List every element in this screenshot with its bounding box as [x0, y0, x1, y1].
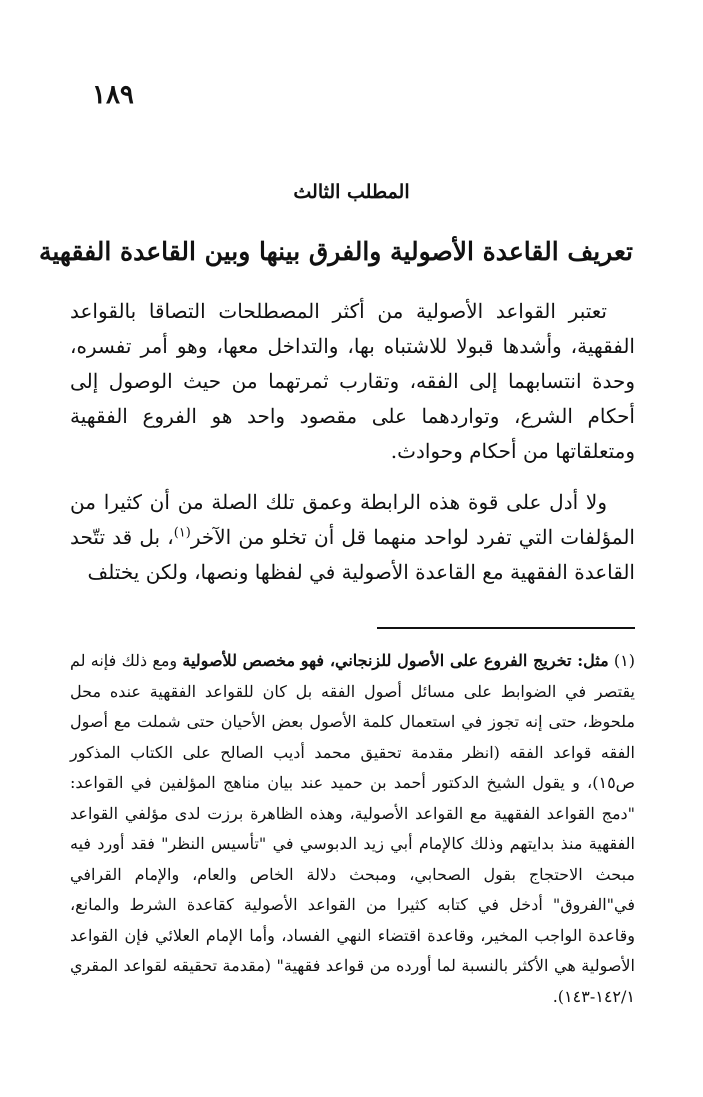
paragraph-text: ، بل قد تتّحد القاعدة الفقهية مع القاعدة الأصولية في لفظها ونصها، ولكن يختلف	[70, 525, 635, 584]
paragraph: تعتبر القواعد الأصولية من أكثر المصطلحات التصاقا بالقواعد الفقهية، وأشدها قبولا للاشتباه بها، والتداخل معها، وهو أمر تفسره، وحدة انتسابهما إلى الفقه، وتقارب ثمرتهما من حيث الوصول إلى أحكام الشرع، وتواردهما على مقصود واحد هو الفروع الفقهية ومتعلقاتها من أحكام وحوادث.	[70, 299, 635, 463]
paragraph-text: ولا أدل على قوة هذه الرابطة وعمق تلك الصلة من أن كثيرا من المؤلفات التي تفرد لواحد منهما قل أن تخلو من الآخر	[70, 490, 635, 549]
page-title: تعريف القاعدة الأصولية والفرق بينها وبين القاعدة الفقهية	[38, 237, 633, 266]
section-label: المطلب الثالث	[293, 181, 410, 203]
page-number: ١٨٩	[92, 80, 134, 110]
footnote-reference: (١)	[173, 525, 191, 541]
body-text	[70, 294, 635, 606]
paragraph	[70, 485, 635, 590]
footnote-separator	[377, 627, 635, 629]
footnote-lead: مثل: تخريج الفروع على الأصول للزنجاني، فهو مخصص للأصولية	[182, 651, 609, 670]
footnote	[70, 646, 635, 1012]
footnote-text: ومع ذلك فإنه لم يقتصر في الضوابط على مسائل أصول الفقه بل كان للقواعد الفقهية عنده محل ملحوظ، حتى إنه تجوز في استعمال كلمة الأصول بعض الأحيان حتى شملت مع أصول الفقه قواعد الفقه (انظر مقدمة تحقيق محمد أديب الصالح على الكتاب المذكور ص١٥)، و يقول الشيخ الدكتور أحمد بن حميد عند بيان مناهج المؤلفين في القواعد: "دمج القواعد الفقهية مع القواعد الأصولية، وهذه الظاهرة برزت لدى مؤلفي القواعد الفقهية منذ بدايتهم وذلك كالإمام أبي زيد الدبوسي في "تأسيس النظر" فقد أورد فيه مبحث الاحتجاج بقول الصحابي، ومبحث دلالة الخاص والعام، والإمام القرافي في"الفروق" أدخل في كتابه كثيرا من القواعد الأصولية كقاعدة الشرط والمانع، وقاعدة الواجب المخير، وقاعدة اقتضاء النهي الفساد، وأما الإمام العلائي فإن القواعد الأصولية هي الأكثر بالنسبة لما أورده من قواعد فقهية" (مقدمة تحقيقه لقواعد المقري ١٤٢/١-١٤٣).	[70, 651, 635, 1006]
footnote-number: (١)	[613, 651, 636, 670]
